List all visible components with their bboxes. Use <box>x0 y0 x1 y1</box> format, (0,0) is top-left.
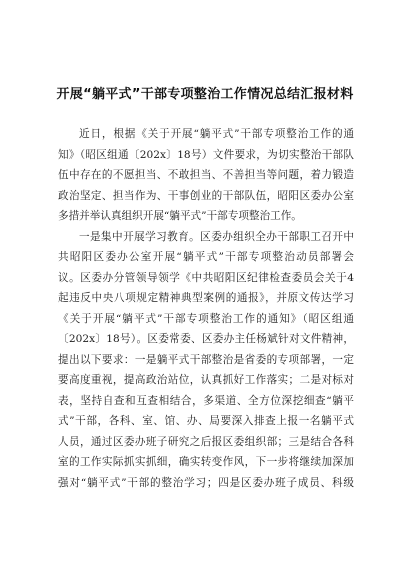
paragraph-2-line-5: 《关于开展“躺平式”干部专项整治工作的通知》（昭区组通 <box>58 312 354 325</box>
paragraph-2-line-10: 式”干部，各科、室、馆、办、局要深入排查上报一名躺平式 <box>58 415 354 427</box>
paragraph-2-line-6: 〔202x〕18号）。区委常委、区委办主任杨斌针对文件精神， <box>58 333 354 345</box>
paragraph-2-line-12: 室的工作实际抓实抓细，确实转变作风，下一步将继续加深加 <box>58 456 354 468</box>
paragraph-2-line-9: 表，坚持自查和互查相结合，多渠道、全方位深挖细查“躺平 <box>58 394 354 407</box>
paragraph-2-line-11: 人员，通过区委办班子研究之后报区委组织部；三是结合各科 <box>58 435 354 448</box>
paragraph-2-line-1: 一是集中开展学习教育。区委办组织全办干部职工召开中 <box>79 230 354 243</box>
paragraph-2-line-4: 起违反中央八项规定精神典型案例的通报》，并原文传达学习 <box>58 292 354 304</box>
paragraph-1-line-5: 多措并举认真组织开展“躺平式”干部专项整治工作。 <box>58 210 302 222</box>
paragraph-2-line-3: 议。区委办分管领导领学《中共昭阳区纪律检查委员会关于4 <box>58 271 354 284</box>
paragraph-2-line-2: 共昭阳区委办公室开展“躺平式”干部专项整治动员部署会 <box>58 251 354 263</box>
paragraph-1-line-3: 伍中存在的不愿担当、不敢担当、不善担当等问题，着力锻造 <box>58 169 354 181</box>
document-title: 开展“躺平式”干部专项整治工作情况总结汇报材料 <box>56 87 354 102</box>
paragraph-1-line-4: 政治坚定、担当作为、干事创业的干部队伍，昭阳区委办公室 <box>58 189 354 202</box>
paragraph-2-line-13: 强对“躺平式”干部的整治学习；四是区委办班子成员、科级 <box>58 476 354 489</box>
paragraph-1-line-2: 知》（昭区组通〔202x〕18号）文件要求，为切实整治干部队 <box>58 148 354 161</box>
paragraph-2-line-8: 要高度重视，提高政治站位，认真抓好工作落实；二是对标对 <box>58 374 354 386</box>
paragraph-1-line-1: 近日，根据《关于开展“躺平式”干部专项整治工作的通 <box>79 128 354 140</box>
paragraph-2-line-7: 提出以下要求：一是躺平式干部整治是省委的专项部署，一定 <box>58 353 354 366</box>
